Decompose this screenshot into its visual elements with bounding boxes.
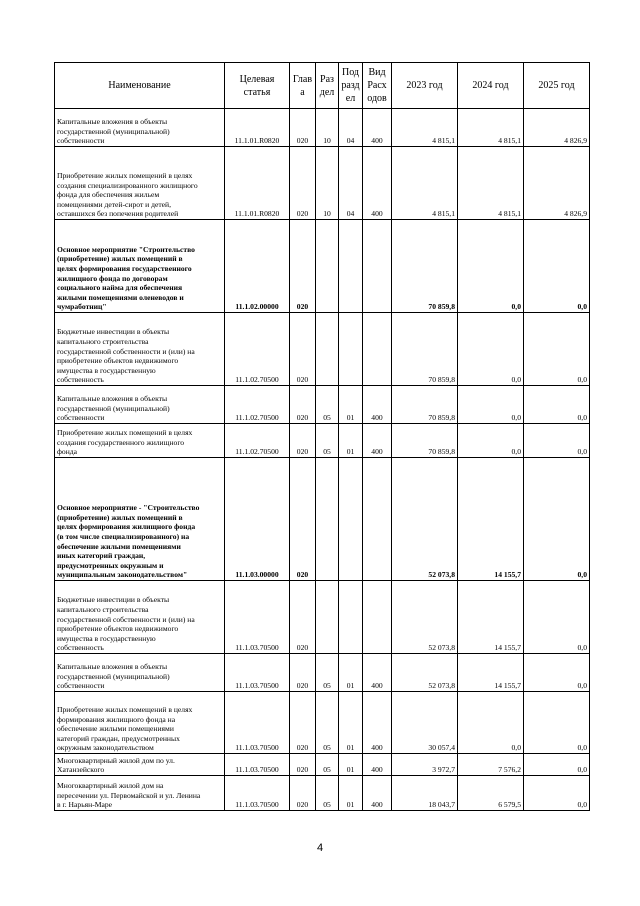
row-expense-type (363, 220, 392, 313)
row-value-2025: 0,0 (524, 692, 590, 754)
table-row (55, 654, 590, 692)
row-article: 11.1.01.R0820 (225, 147, 290, 220)
row-subsection (339, 458, 363, 581)
row-name (55, 754, 225, 776)
header-2025: 2025 год (524, 63, 590, 109)
row-value-2024: 14 155,7 (458, 654, 524, 692)
row-value-2023: 70 859,8 (392, 424, 458, 458)
row-name-text: Бюджетные инвестиции в объекты капитального строительства государственной собственности и (или) на приобретение объектов недвижимого имущества в государственную собственность (57, 327, 195, 385)
row-name-text: Бюджетные инвестиции в объекты капитального строительства государственной собственности и (или) на приобретение объектов недвижимого имущества в государственную собственность (57, 595, 195, 653)
row-value-2023: 4 815,1 (392, 109, 458, 147)
row-value-2023: 52 073,8 (392, 458, 458, 581)
row-section (316, 581, 339, 654)
row-expense-type: 400 (363, 776, 392, 811)
table-row (55, 313, 590, 386)
row-value-2023: 3 972,7 (392, 754, 458, 776)
row-subsection: 04 (339, 109, 363, 147)
row-value-2023: 70 859,8 (392, 313, 458, 386)
row-chapter: 020 (290, 109, 316, 147)
row-name-text: Приобретение жилых помещений в целях создания государственного жилищного фонда (57, 428, 193, 457)
row-name (55, 654, 225, 692)
row-chapter: 020 (290, 692, 316, 754)
row-subsection: 01 (339, 754, 363, 776)
row-article: 11.1.03.70500 (225, 776, 290, 811)
row-chapter: 020 (290, 424, 316, 458)
row-value-2023: 18 043,7 (392, 776, 458, 811)
row-chapter: 020 (290, 754, 316, 776)
row-section: 05 (316, 654, 339, 692)
table-row (55, 109, 590, 147)
row-subsection: 01 (339, 692, 363, 754)
row-value-2025: 0,0 (524, 581, 590, 654)
row-section: 05 (316, 692, 339, 754)
row-expense-type (363, 313, 392, 386)
row-expense-type (363, 458, 392, 581)
row-value-2025: 0,0 (524, 220, 590, 313)
header-section: Раз дел (316, 63, 339, 109)
row-name (55, 458, 225, 581)
table-row (55, 581, 590, 654)
row-article: 11.1.03.70500 (225, 754, 290, 776)
row-value-2023: 70 859,8 (392, 386, 458, 424)
row-value-2025: 0,0 (524, 424, 590, 458)
row-value-2025: 0,0 (524, 386, 590, 424)
row-name (55, 692, 225, 754)
row-section (316, 313, 339, 386)
row-name (55, 424, 225, 458)
header-expense-type: Вид Расх одов (363, 63, 392, 109)
row-chapter: 020 (290, 313, 316, 386)
row-article: 11.1.03.70500 (225, 692, 290, 754)
row-section: 10 (316, 147, 339, 220)
row-subsection (339, 313, 363, 386)
row-name-text: Приобретение жилых помещений в целях создания специализированного жилищного фонда для обеспечения жильем помещениями детей-сирот и детей, оставшихся без попечения родителей (57, 171, 198, 219)
row-name-text: Многоквартирный жилой дом по ул. Хатанзейского (57, 755, 175, 775)
row-article: 11.1.01.R0820 (225, 109, 290, 147)
row-article: 11.1.03.70500 (225, 581, 290, 654)
row-name (55, 776, 225, 811)
row-name (55, 386, 225, 424)
row-value-2025: 0,0 (524, 313, 590, 386)
row-name-text: Многоквартирный жилой дом на пересечении ул. Первомайской и ул. Ленина в г. Нарьян-Маре (57, 781, 201, 810)
table-row (55, 692, 590, 754)
row-subsection: 01 (339, 386, 363, 424)
row-value-2024: 6 579,5 (458, 776, 524, 811)
row-value-2024: 14 155,7 (458, 458, 524, 581)
row-value-2025: 4 826,9 (524, 109, 590, 147)
row-article: 11.1.02.70500 (225, 424, 290, 458)
row-name-text: Основное мероприятие "Строительство (приобретение) жилых помещений в целях формирования государственного жилищного фонда по договорам социального найма для обеспечения жилыми помещениями оленеводов и чумработниц" (57, 244, 195, 312)
row-chapter: 020 (290, 458, 316, 581)
header-subsection: Под разд ел (339, 63, 363, 109)
header-2024: 2024 год (458, 63, 524, 109)
row-chapter: 020 (290, 776, 316, 811)
row-subsection (339, 581, 363, 654)
row-name (55, 313, 225, 386)
row-expense-type: 400 (363, 109, 392, 147)
row-section: 05 (316, 754, 339, 776)
row-value-2023: 70 859,8 (392, 220, 458, 313)
row-name-text: Капитальные вложения в объекты государственной (муниципальной) собственности (57, 117, 170, 146)
row-article: 11.1.03.00000 (225, 458, 290, 581)
row-section (316, 220, 339, 313)
row-name-text: Основное мероприятие - "Строительство (приобретение) жилых помещений в целях формирования жилищного фонда (в том числе специализированного) на обеспечение жилыми помещениями иных категорий граждан, предусмотренных окружным и муниципальным законодательством" (57, 503, 200, 580)
table-row (55, 386, 590, 424)
table-row (55, 424, 590, 458)
header-chapter: Глав а (290, 63, 316, 109)
table-row (55, 776, 590, 811)
row-value-2023: 30 057,4 (392, 692, 458, 754)
row-subsection (339, 220, 363, 313)
row-value-2024: 14 155,7 (458, 581, 524, 654)
row-value-2025: 0,0 (524, 458, 590, 581)
header-article: Целевая статья (225, 63, 290, 109)
row-article: 11.1.02.70500 (225, 313, 290, 386)
row-name (55, 581, 225, 654)
row-chapter: 020 (290, 581, 316, 654)
row-value-2025: 0,0 (524, 654, 590, 692)
row-section: 05 (316, 386, 339, 424)
row-chapter: 020 (290, 654, 316, 692)
row-expense-type: 400 (363, 654, 392, 692)
row-expense-type: 400 (363, 754, 392, 776)
header-name: Наименование (55, 63, 225, 109)
row-article: 11.1.02.00000 (225, 220, 290, 313)
row-section: 05 (316, 776, 339, 811)
row-value-2024: 7 576,2 (458, 754, 524, 776)
row-chapter: 020 (290, 220, 316, 313)
row-expense-type (363, 581, 392, 654)
row-expense-type: 400 (363, 692, 392, 754)
row-name (55, 147, 225, 220)
table-row (55, 458, 590, 581)
row-value-2024: 0,0 (458, 424, 524, 458)
row-name-text: Приобретение жилых помещений в целях формирования жилищного фонда на обеспечение жилыми помещениями категорий граждан, предусмотренных окружным законодательством (57, 705, 193, 753)
row-value-2024: 4 815,1 (458, 109, 524, 147)
row-name (55, 109, 225, 147)
table-row (55, 220, 590, 313)
row-section (316, 458, 339, 581)
row-subsection: 01 (339, 424, 363, 458)
row-expense-type: 400 (363, 386, 392, 424)
row-article: 11.1.03.70500 (225, 654, 290, 692)
table-header-row (55, 63, 590, 109)
row-value-2024: 4 815,1 (458, 147, 524, 220)
page-number: 4 (316, 842, 324, 854)
row-value-2023: 52 073,8 (392, 581, 458, 654)
row-value-2025: 4 826,9 (524, 147, 590, 220)
row-name (55, 220, 225, 313)
row-value-2023: 4 815,1 (392, 147, 458, 220)
row-value-2024: 0,0 (458, 692, 524, 754)
row-name-text: Капитальные вложения в объекты государственной (муниципальной) собственности (57, 394, 170, 423)
row-value-2024: 0,0 (458, 386, 524, 424)
row-value-2023: 52 073,8 (392, 654, 458, 692)
row-article: 11.1.02.70500 (225, 386, 290, 424)
row-value-2025: 0,0 (524, 776, 590, 811)
row-expense-type: 400 (363, 147, 392, 220)
row-section: 10 (316, 109, 339, 147)
row-subsection: 04 (339, 147, 363, 220)
row-subsection: 01 (339, 654, 363, 692)
row-name-text: Капитальные вложения в объекты государственной (муниципальной) собственности (57, 662, 170, 691)
budget-table (54, 62, 590, 811)
row-subsection: 01 (339, 776, 363, 811)
table-row (55, 754, 590, 776)
row-expense-type: 400 (363, 424, 392, 458)
row-chapter: 020 (290, 386, 316, 424)
row-section: 05 (316, 424, 339, 458)
row-chapter: 020 (290, 147, 316, 220)
row-value-2024: 0,0 (458, 220, 524, 313)
table-row (55, 147, 590, 220)
row-value-2024: 0,0 (458, 313, 524, 386)
header-2023: 2023 год (392, 63, 458, 109)
row-value-2025: 0,0 (524, 754, 590, 776)
